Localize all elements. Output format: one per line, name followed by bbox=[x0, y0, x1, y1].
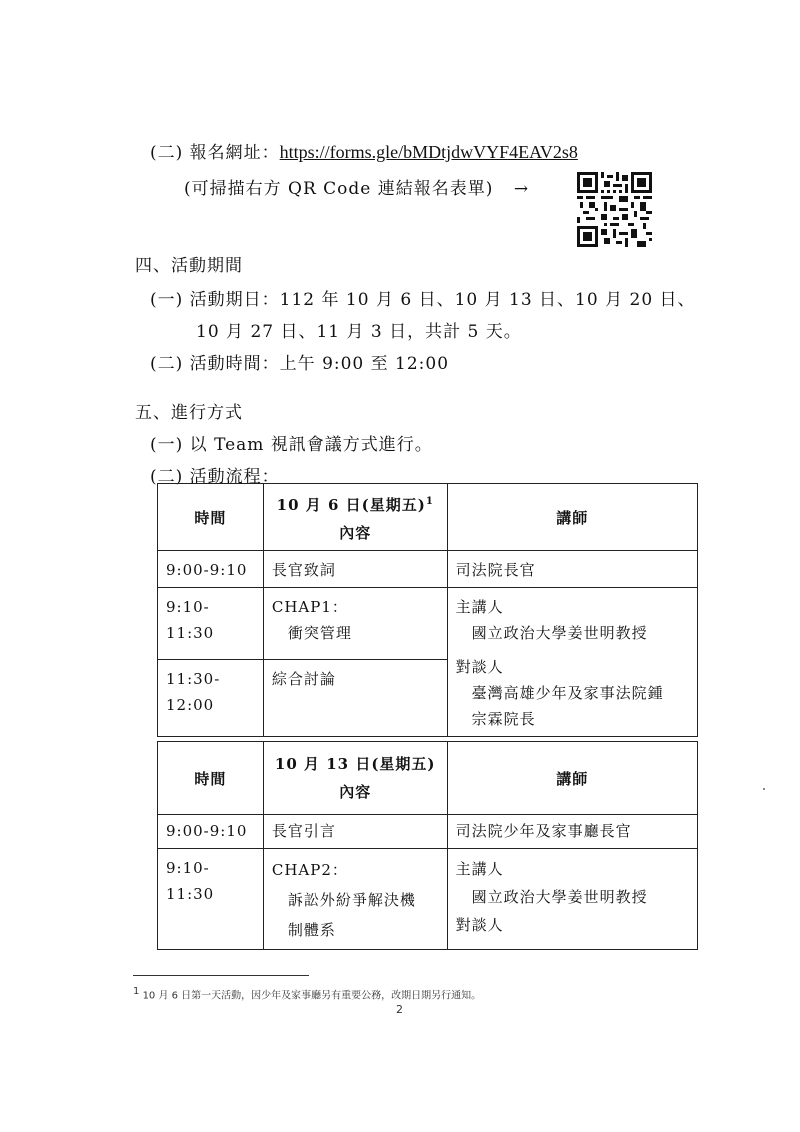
speaker-main: 國立政治大學姜世明教授 bbox=[471, 888, 648, 906]
header-time: 時間 bbox=[158, 742, 264, 815]
speaker-main-label: 主講人 bbox=[455, 860, 504, 878]
header-time: 時間 bbox=[158, 484, 264, 551]
footnote bbox=[133, 986, 481, 1001]
speaker-main-label: 主講人 bbox=[455, 598, 504, 616]
header-speaker: 講師 bbox=[447, 742, 697, 815]
table-row bbox=[158, 849, 698, 950]
speaker-talk: 臺灣高雄少年及家事法院鍾 bbox=[471, 684, 664, 702]
row-speaker: 司法院長官 bbox=[455, 561, 536, 579]
registration-url-link[interactable]: https://forms.gle/bMDtjdwVYF4EAV2s8 bbox=[279, 142, 578, 162]
registration-line bbox=[150, 138, 578, 163]
row-content: 長官引言 bbox=[271, 822, 336, 840]
row-time: 11:30-12:00 bbox=[166, 669, 221, 714]
row-speaker bbox=[448, 588, 697, 736]
table-row bbox=[158, 815, 698, 849]
header-content: 內容 bbox=[339, 523, 372, 542]
table-row bbox=[158, 551, 698, 588]
row-content-line: 訴訟外紛爭解決機 bbox=[287, 891, 416, 909]
row-content-line: CHAP2： bbox=[271, 861, 348, 879]
row-content-line: CHAP1： bbox=[271, 598, 348, 616]
schedule-table-oct13 bbox=[157, 741, 698, 950]
row-content bbox=[264, 849, 447, 949]
header-date-content bbox=[263, 484, 447, 551]
registration-label: (二) 報名網址： bbox=[150, 143, 280, 163]
table-row bbox=[158, 588, 698, 660]
footnote-divider bbox=[133, 975, 309, 976]
speaker-talk-cont: 宗霖院長 bbox=[471, 710, 536, 728]
footnote-text: 10 月 6 日第一天活動，因少年及家事廳另有重要公務，改期日期另行通知。 bbox=[142, 990, 482, 1002]
scan-speck bbox=[763, 788, 765, 790]
header-date: 10 月 13 日(星期五) bbox=[274, 755, 436, 773]
header-content: 內容 bbox=[339, 783, 372, 801]
footnote-ref[interactable]: 1 bbox=[425, 495, 434, 507]
footnote-mark: 1 bbox=[133, 986, 140, 997]
header-date-content bbox=[263, 742, 447, 815]
qr-note-text: (可掃描右方 QR Code 連結報名表單) bbox=[184, 179, 494, 199]
row-content-line: 衝突管理 bbox=[287, 624, 352, 642]
row-time: 9:10-11:30 bbox=[166, 859, 215, 903]
row-speaker: 司法院少年及家事廳長官 bbox=[455, 822, 632, 840]
period-time: (二) 活動時間：上午 9:00 至 12:00 bbox=[150, 354, 450, 374]
speaker-talk-label: 對談人 bbox=[455, 658, 504, 676]
period-dates-line1: (一) 活動期日：112 年 10 月 6 日、10 月 13 日、10 月 20 日、 bbox=[150, 290, 696, 310]
row-time: 9:10-11:30 bbox=[166, 598, 215, 642]
qr-code-icon[interactable] bbox=[577, 172, 652, 247]
speaker-main: 國立政治大學姜世明教授 bbox=[471, 624, 648, 642]
period-heading: 四、活動期間 bbox=[135, 256, 243, 276]
qr-note bbox=[184, 174, 529, 199]
speaker-talk-label: 對談人 bbox=[455, 916, 504, 934]
schedule-table-oct6 bbox=[157, 483, 698, 737]
row-content-line: 制體系 bbox=[287, 921, 336, 939]
page-number: 2 bbox=[396, 1003, 403, 1016]
period-dates-line2: 10 月 27 日、11 月 3 日，共計 5 天。 bbox=[196, 322, 522, 342]
header-speaker: 講師 bbox=[447, 484, 697, 551]
row-speaker bbox=[448, 849, 697, 943]
row-time: 9:00-9:10 bbox=[166, 822, 248, 840]
method-item1: (一) 以 Team 視訊會議方式進行。 bbox=[150, 435, 433, 455]
method-item2: (二) 活動流程： bbox=[150, 467, 280, 487]
row-content bbox=[264, 588, 447, 650]
row-content: 長官致詞 bbox=[271, 561, 336, 579]
header-date: 10 月 6 日(星期五) bbox=[276, 495, 426, 514]
arrow-right-icon: → bbox=[513, 179, 530, 199]
row-content: 綜合討論 bbox=[271, 669, 336, 688]
method-heading: 五、進行方式 bbox=[135, 403, 243, 423]
row-time: 9:00-9:10 bbox=[166, 561, 248, 579]
